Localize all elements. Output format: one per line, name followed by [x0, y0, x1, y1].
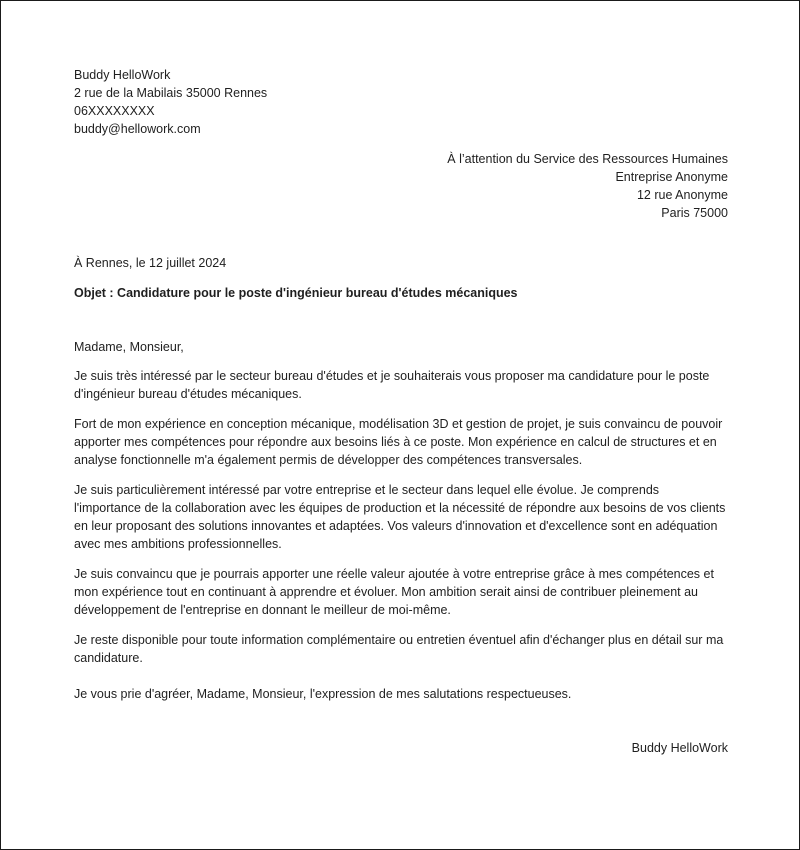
body-paragraph: Je suis particulièrement intéressé par votre entreprise et le secteur dans lequel elle évolue. Je comprends l'importance de la collaboration avec les équipes de production et la nécessité de répondre aux besoins de vos clients en leur proposant des solutions innovantes et adaptées. Vos valeurs d'innovation et d'excellence sont en adéquation avec mes ambitions professionnelles. [74, 483, 726, 551]
closing-formula: Je vous prie d'agréer, Madame, Monsieur, l'expression de mes salutations respectueuses. [74, 687, 572, 701]
recipient-street: 12 rue Anonyme [636, 188, 728, 202]
body-paragraph: Je reste disponible pour toute information complémentaire ou entretien éventuel afin d'échanger plus en détail sur ma candidature. [74, 633, 724, 665]
recipient-company: Entreprise Anonyme [615, 170, 728, 184]
subject-line: Objet : Candidature pour le poste d'ingénieur bureau d'études mécaniques [74, 286, 518, 300]
sender-name: Buddy HelloWork [74, 68, 171, 82]
body-paragraph: Je suis convaincu que je pourrais apporter une réelle valeur ajoutée à votre entreprise grâce à mes compétences et mon expérience tout en continuant à apprendre et évoluer. Mon ambition serait ainsi de contribuer pleinement au développement de l'entreprise en donnant le meilleur de moi-même. [74, 567, 714, 617]
sender-block [74, 66, 728, 138]
body-paragraph: Je suis très intéressé par le secteur bureau d'études et je souhaiterais vous proposer ma candidature pour le poste d'ingénieur bureau d'études mécaniques. [74, 369, 710, 401]
recipient-block [74, 150, 728, 222]
sender-phone: 06XXXXXXXX [74, 104, 155, 118]
salutation: Madame, Monsieur, [74, 340, 184, 354]
sender-email: buddy@hellowork.com [74, 122, 201, 136]
body-paragraph: Fort de mon expérience en conception mécanique, modélisation 3D et gestion de projet, je suis convaincu de pouvoir apporter mes compétences pour répondre aux besoins liés à ce poste. Mon expérience en calcul de structures et en analyse fonctionnelle m'a également permis de développer des compétences transversales. [74, 417, 723, 467]
letter-content [74, 66, 728, 757]
date-line: À Rennes, le 12 juillet 2024 [74, 256, 227, 270]
recipient-city: Paris 75000 [661, 206, 728, 220]
recipient-attention: À l’attention du Service des Ressources Humaines [447, 152, 728, 166]
signature: Buddy HelloWork [631, 741, 728, 755]
sender-address: 2 rue de la Mabilais 35000 Rennes [74, 86, 268, 100]
